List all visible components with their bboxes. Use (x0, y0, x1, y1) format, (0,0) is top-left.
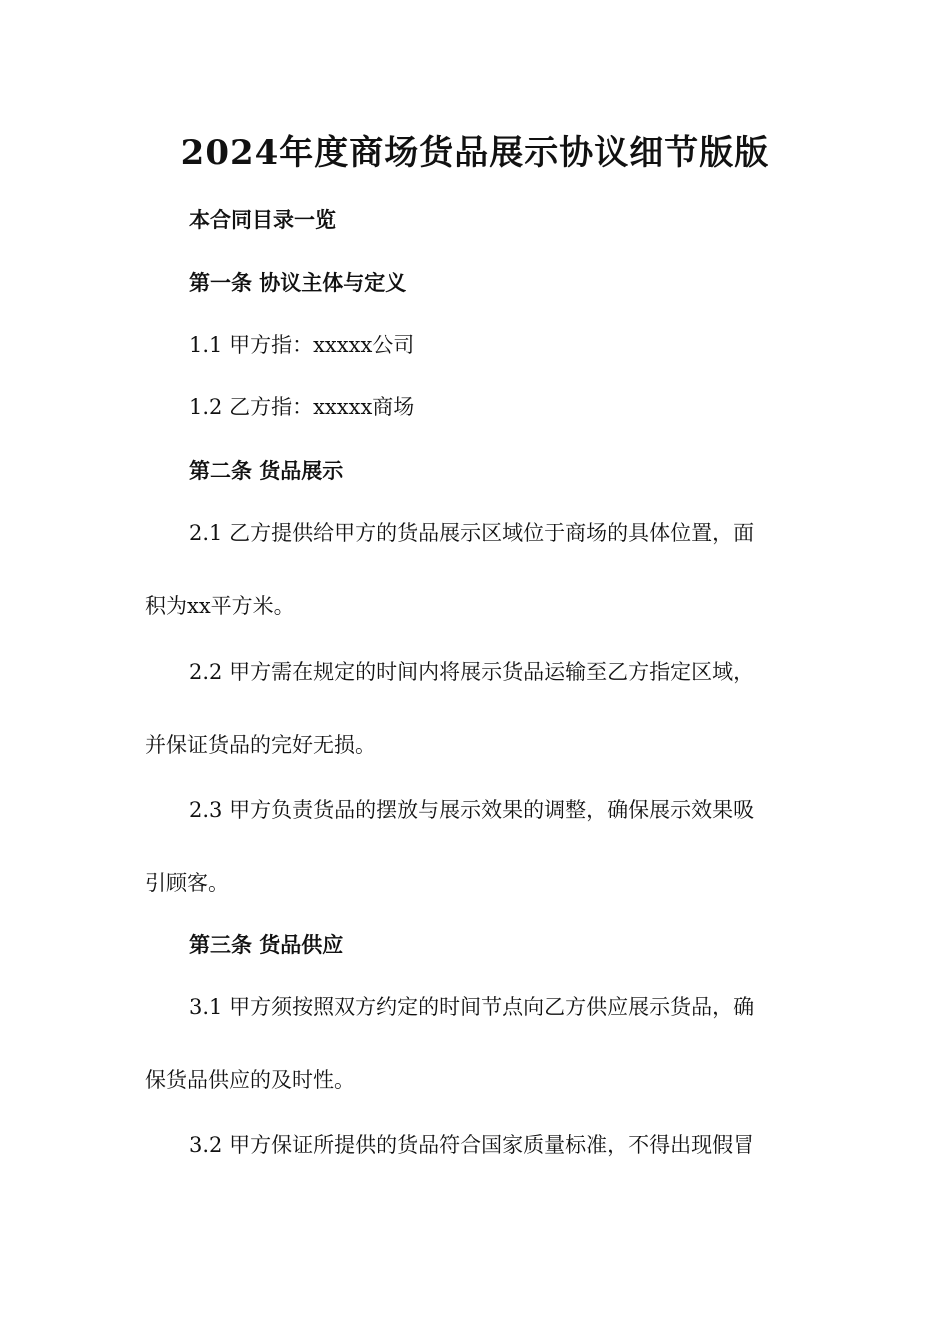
clause-line: 2.1 乙方提供给甲方的货品展示区域位于商场的具体位置，面 (189, 521, 755, 545)
clause-line: 2.2 甲方需在规定的时间内将展示货品运输至乙方指定区域， (189, 660, 755, 684)
toc-heading: 本合同目录一览 (189, 207, 336, 232)
clause-line: 3.2 甲方保证所提供的货品符合国家质量标准，不得出现假冒 (189, 1133, 755, 1157)
section-heading: 第三条 货品供应 (189, 932, 344, 957)
clause-line: 2.3 甲方负责货品的摆放与展示效果的调整，确保展示效果吸 (189, 798, 755, 822)
document-title: 2024年度商场货品展示协议细节版版 (180, 133, 770, 173)
clause-line: 3.1 甲方须按照双方约定的时间节点向乙方供应展示货品，确 (189, 995, 755, 1019)
clause-line-continued: 保货品供应的及时性。 (145, 1068, 355, 1092)
clause-line-continued: 积为xx平方米。 (145, 594, 295, 618)
section-heading: 第二条 货品展示 (189, 458, 344, 483)
clause-line-continued: 并保证货品的完好无损。 (145, 733, 376, 757)
clause-line: 1.1 甲方指：xxxxx公司 (189, 333, 415, 357)
section-heading: 第一条 协议主体与定义 (189, 270, 407, 295)
clause-line: 1.2 乙方指：xxxxx商场 (189, 395, 415, 419)
clause-line-continued: 引顾客。 (145, 871, 229, 895)
